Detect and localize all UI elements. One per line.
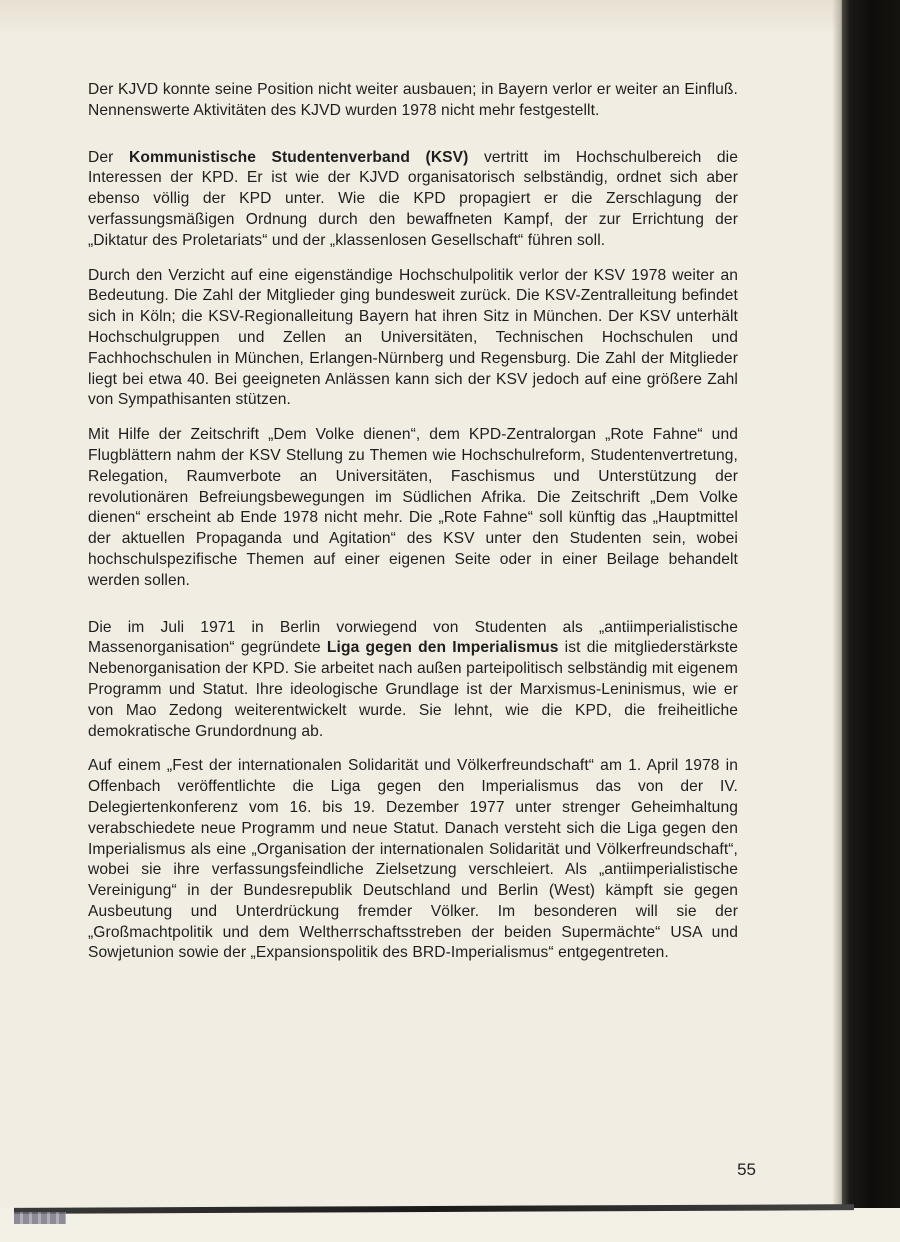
scan-corner-mark <box>14 1212 66 1224</box>
paragraph-text: Auf einem „Fest der internationalen Solidarität und Völkerfreundschaft“ am 1. April 1978 in Offenbach veröffentlichte die Liga gegen den Imperialismus das von der IV. Delegiertenkonferenz vom 16. bis 19. Dezember 1977 unter strenger Geheimhaltung verabschiedete neue Programm und neue Statut. Danach versteht sich die Liga gegen den Imperialismus als eine „Organisation der internationalen Solidarität und Völkerfreundschaft“, wobei sie ihre verfassungsfeindliche Zielsetzung verschleiert. Als „antiimperialistische Vereinigung“ in der Bundesrepublik Deutschland und Berlin (West) kämpft sie gegen Ausbeutung und Unterdrückung fremder Völker. Im besonderen will sie der „Großmachtpolitik und dem Weltherrschaftsstreben der beiden Supermächte“ USA und Sowjetunion sowie der „Expansionspolitik des BRD-Imperialismus“ entgegentreten. <box>88 757 738 962</box>
paragraph-gap <box>88 592 738 618</box>
paragraph-liga-program <box>88 756 738 964</box>
paragraph-gap <box>88 252 738 266</box>
paragraph-gap <box>88 122 738 148</box>
paragraph-ksv-publications <box>88 425 738 591</box>
document-body <box>88 80 738 964</box>
paragraph-text: Der KJVD konnte seine Position nicht weiter ausbauen; in Bayern verlor er weiter an Einfluß. Nennenswerte Aktivitäten des KJVD wurden 1978 nicht mehr festgestellt. <box>88 81 738 119</box>
paragraph-kjvd <box>88 80 738 122</box>
paragraph-gap <box>88 411 738 425</box>
paragraph-ksv-intro <box>88 148 738 252</box>
page-number: 55 <box>737 1160 756 1179</box>
paragraph-gap <box>88 742 738 756</box>
paragraph-liga-intro <box>88 618 738 743</box>
paragraph-text: Durch den Verzicht auf eine eigenständige Hochschulpolitik verlor der KSV 1978 weiter an Bedeutung. Die Zahl der Mitglieder ging bundesweit zurück. Die KSV-Zentralleitung befindet sich in Köln; die KSV-Regionalleitung Bayern hat ihren Sitz in München. Der KSV unterhält Hochschulgruppen und Zellen an Universitäten, Technischen Hochschulen und Fachhochschulen in München, Erlangen-Nürnberg und Regensburg. Die Zahl der Mitglieder liegt bei etwa 40. Bei geeigneten Anlässen kann sich der KSV jedoch auf eine größere Zahl von Sympathisanten stützen. <box>88 266 738 409</box>
term-ksv: Kommunistische Studentenverband (KSV) <box>128 148 469 166</box>
paragraph-text: ist die mitgliederstärkste Nebenorganisation der KPD. Sie arbeitet nach außen parteipolitisch selbständig mit eigenem Programm und Statut. Ihre ideologische Grundlage ist der Marxismus-Leninismus, wie er von Mao Zedong weiterentwickelt wurde. Sie lehnt, wie die KPD, die freiheitliche demokratische Grundordnung ab. <box>88 639 738 740</box>
scan-top-edge <box>0 0 900 34</box>
paragraph-text: Mit Hilfe der Zeitschrift „Dem Volke dienen“, dem KPD-Zentralorgan „Rote Fahne“ und Flugblättern nahm der KSV Stellung zu Themen wie Hochschulreform, Studentenvertretung, Relegation, Raumverbote an Universitäten, Faschismus und Unterstützung der revolutionären Befreiungsbewegungen im Südlichen Afrika. Die Zeitschrift „Dem Volke dienen“ erscheint ab Ende 1978 nicht mehr. Die „Rote Fahne“ soll künftig das „Hauptmittel der aktuellen Propaganda und Agitation“ des KSV unter den Studenten sein, wobei hochschulspezifische Themen auf einer eigenen Seite oder in einer Beilage behandelt werden sollen. <box>88 426 738 589</box>
paragraph-text: Der <box>88 148 129 166</box>
paragraph-text: Die im Juli 1971 in Berlin vorwiegend von Studenten als „antiimperialistische Massenorganisation“ gegründete <box>88 618 738 657</box>
term-liga: Liga gegen den Imperialismus <box>326 639 559 657</box>
paragraph-ksv-membership <box>88 266 738 412</box>
book-spine-edge <box>842 0 900 1242</box>
paragraph-text: vertritt im Hochschulbereich die Interessen der KPD. Er ist wie der KJVD organisatorisch selbständig, ordnet sich aber ebenso völlig der KPD unter. Wie die KPD propagiert er die Zerschlagung der verfassungsmäßigen Ordnung durch den bewaffneten Kampf, der zur Errichtung der „Diktatur des Proletariats“ und der „klassenlosen Gesellschaft“ führen soll. <box>88 148 738 249</box>
